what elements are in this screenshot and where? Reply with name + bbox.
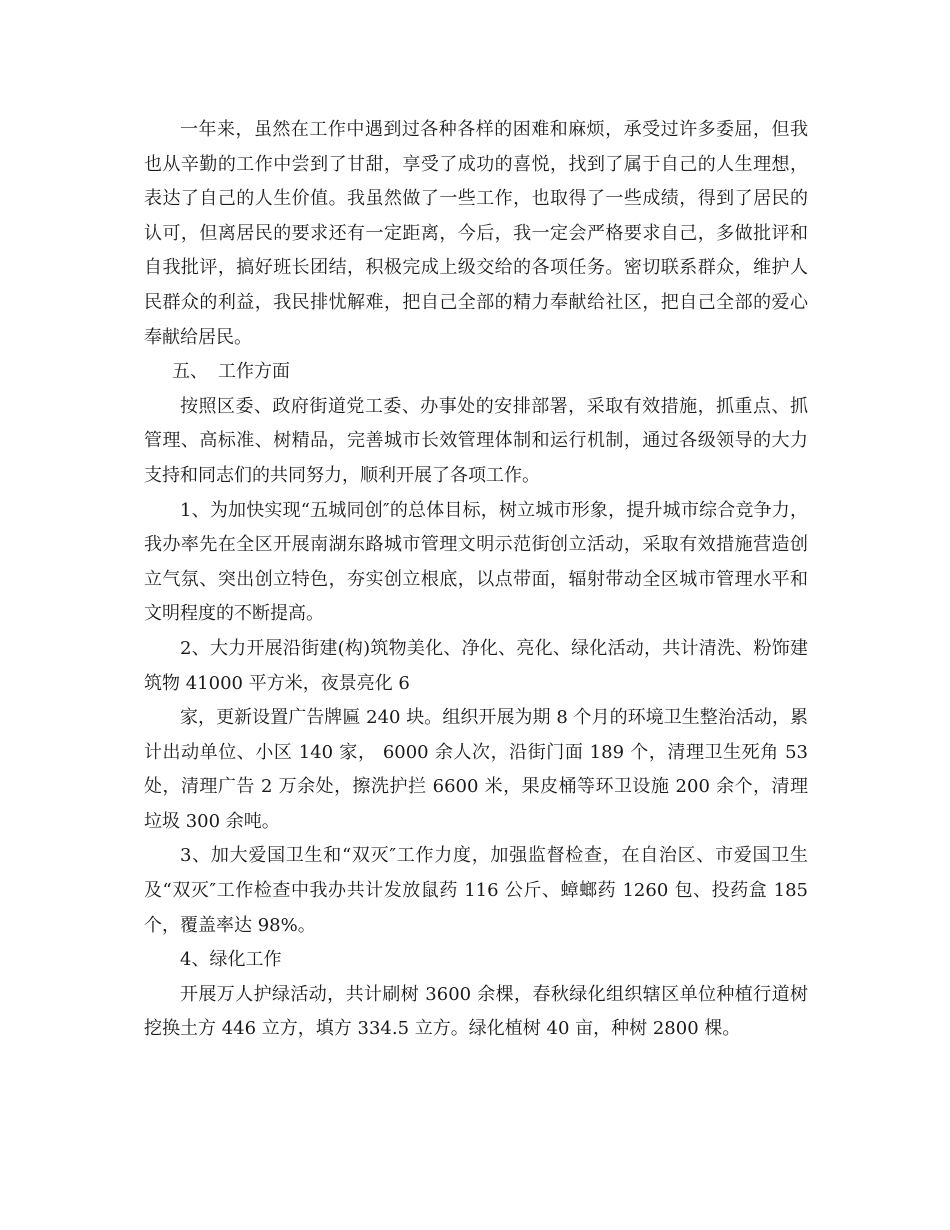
section-number: 五、: [172, 361, 208, 383]
section-title: 工作方面: [218, 361, 290, 383]
paragraph-item-2: 2、大力开展沿街建(构)筑物美化、净化、亮化、绿化活动，共计清洗、粉饰建筑物 41000 平方米，夜景亮化 6: [144, 637, 808, 694]
paragraph-item-3: 3、加大爱国卫生和“双灭″工作力度，加强监督检查，在自治区、市爱国卫生及“双灭″工作检查中我办共计发放鼠药 116 公斤、蟑螂药 1260 包、投药盒 185 个，覆盖率达 98%。: [144, 845, 808, 936]
paragraph-item-4-heading: 4、绿化工作: [180, 949, 282, 971]
document-page: [144, 113, 808, 1047]
paragraph-summary: 一年来，虽然在工作中遇到过各种各样的困难和麻烦，承受过许多委屈，但我也从辛勤的工作中尝到了甘甜，享受了成功的喜悦，找到了属于自己的人生理想，表达了自己的人生价值。我虽然做了一些工作，也取得了一些成绩，得到了居民的认可，但离居民的要求还有一定距离，今后，我一定会严格要求自己，多做批评和自我批评，搞好班长团结，积极完成上级交给的各项任务。密切联系群众，维护人民群众的利益，我民排忧解难，把自己全部的精力奉献给社区，把自己全部的爱心奉献给居民。: [144, 119, 808, 348]
section-heading-work: [144, 355, 808, 390]
paragraph-item-2-continued: 家，更新设置广告牌匾 240 块。组织开展为期 8 个月的环境卫生整治活动，累计出动单位、小区 140 家， 6000 余人次，沿街门面 189 个，清理卫生死角 53 处，清理广告 2 万余处，擦洗护拦 6600 米，果皮桶等环卫设施 200 余个，清理垃圾 300 余吨。: [144, 707, 808, 832]
paragraph-intro: 按照区委、政府街道党工委、办事处的安排部署，采取有效措施，抓重点、抓管理、高标准、树精品，完善城市长效管理体制和运行机制，通过各级领导的大力支持和同志们的共同努力，顺利开展了各项工作。: [144, 395, 808, 486]
paragraph-item-1: 1、为加快实现“五城同创″的总体目标，树立城市形象，提升城市综合竞争力，我办率先在全区开展南湖东路城市管理文明示范街创立活动，采取有效措施营造创立气氛、突出创立特色，夯实创立根底，以点带面，辐射带动全区城市管理水平和文明程度的不断提高。: [144, 499, 808, 625]
paragraph-greening: 开展万人护绿活动，共计刷树 3600 余棵，春秋绿化组织辖区单位种植行道树挖换土方 446 立方，填方 334.5 立方。绿化植树 40 亩，种树 2800 棵。: [144, 983, 808, 1040]
